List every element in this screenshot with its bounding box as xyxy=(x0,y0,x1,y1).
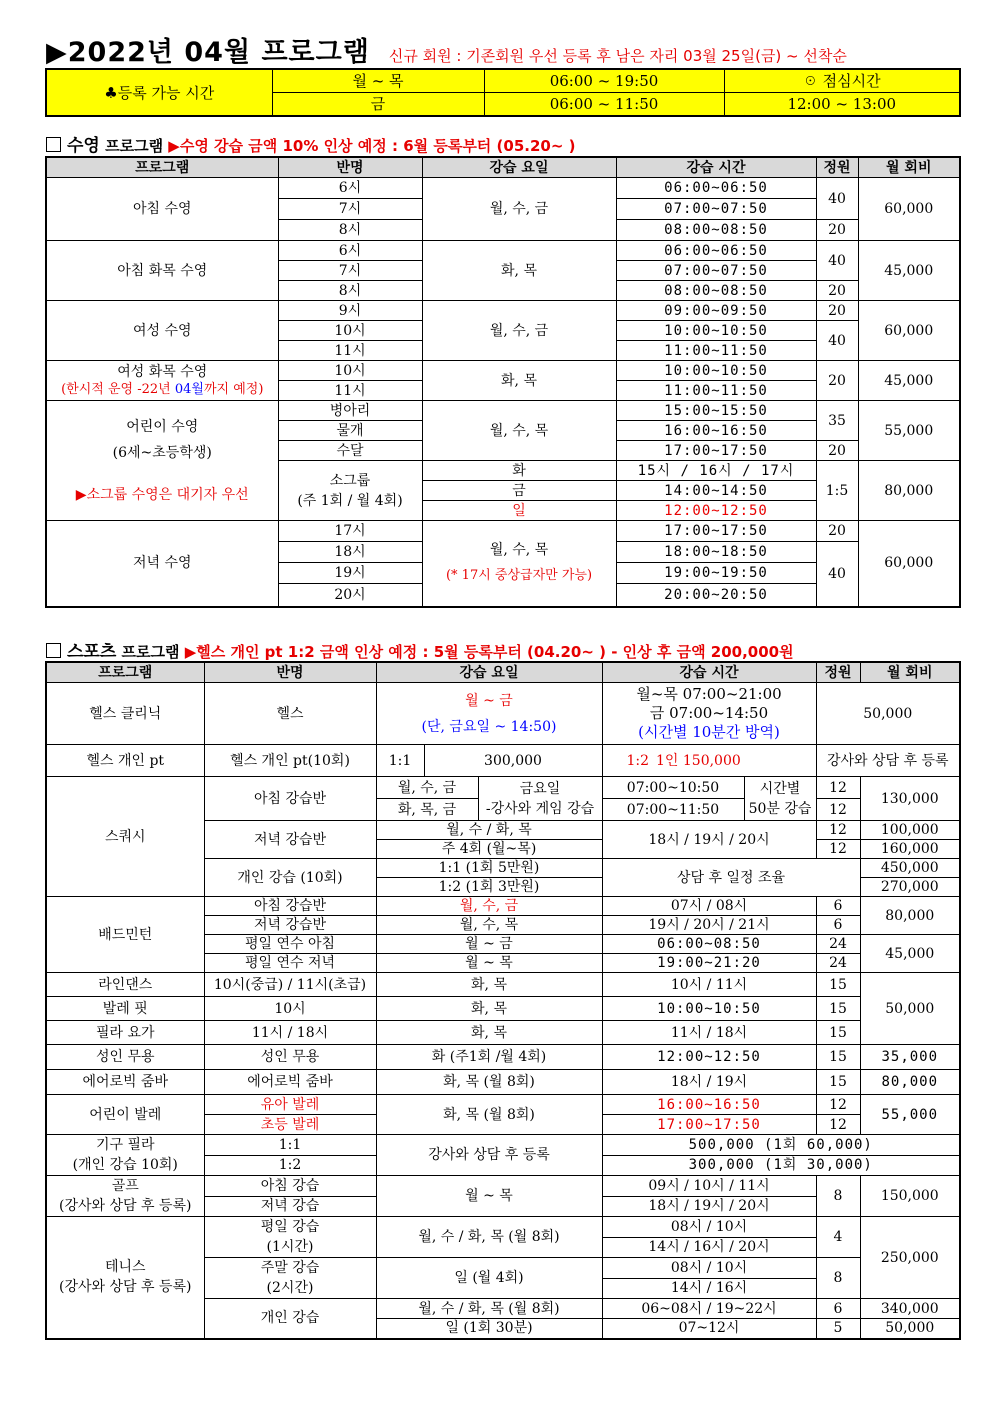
table-row: 여성 화목 수영 (한시적 운영 -22년 04월까지 예정) 10시 화, 목 10:00~10:50 20 45,000 xyxy=(46,361,960,381)
sports-table: 프로그램 반명 강습 요일 강습 시간 정원 월 회비 헬스 클리닉 헬스 월 ~ 금 (단, 금요일 ~ 14:50) 월~목 07:00~21:00 금 07:00~14:50 (시간별 10분간 방역) 50,000 헬스 개인 pt 헬스 개인 pt(10회) 1:1 300,000 1:2 1인 150,000 강사와 상담 후 등록 스쿼시 아침 강습반 월, 수, 금 금요일 -강사와 게임 강습 07:00~10:50 시간별 50분 강습 12 130,000 화, 목, 금 07:00~11:50 12 저녁 강습반 월, 수 / 화, 목 18시 / 19시 / 20시 12 100,000 주 4회 (월~목) 12 160,000 개인 강습 (10회) 1:1 (1회 5만원) 상담 후 일정 조율 450,000 1:2 (1회 3만원) 270,000 배드민턴 아침 강습반 월, 수, 금 07시 / 08시 6 80,000 저녁 강습반 월, 수, 목 19시 / 20시 / 21시 6 평일 연수 아침 월 ~ 금 06:00~08:50 24 45,000 평일 연수 저녁 월 ~ 목 19:00~21:20 24 라인댄스 10시(중급) / 11시(초급) 화, 목 10시 / 11시 15 50,000 발레 핏 10시 화, 목 10:00~10:50 15 필라 요가 11시 / 18시 화, 목 11시 / 18시 15 성인 무용 성인 무용 화 (주1회 /월 4회) 12:00~12:50 15 35,000 에어로빅 줌바 에어로빅 줌바 화, 목 (월 8회) 18시 / 19시 15 80,000 어린이 발레 유아 발레 화, 목 (월 8회) 16:00~16:50 12 55,000 초등 발레 17:00~17:50 12 기구 필라 (개인 강습 10회) 1:1 강사와 상담 후 등록 500,000 (1회 60,000) 1:2 300,000 (1회 30,000) 골프 (강사와 상담 후 등록) 아침 강습 월 ~ 목 09시 / 10시 / 11시 8 150,000 저녁 강습 18시 / 19시 / 20시 테니스 (강사와 상담 후 등록) 평일 강습 (1시간) 월, 수 / 화, 목 (월 8회) 08시 / 10시 4 250,000 14시 / 16시 / 20시 주말 강습 (2시간) 일 (월 4회) 08시 / 10시 8 14시 / 16시 개인 강습 월, 수 / 화, 목 (월 8회) 06~08시 / 19~22시 6 340,000 일 (1회 30분) 07~12시 5 50,000 xyxy=(45,661,961,1340)
table-row: 아침 화목 수영 6시 화, 목 06:00~06:50 40 45,000 xyxy=(46,241,960,261)
registration-label: ♣등록 가능 시간 xyxy=(46,69,272,116)
checkbox-icon xyxy=(46,643,61,658)
table-row: 필라 요가 11시 / 18시 화, 목 11시 / 18시 15 xyxy=(46,1021,960,1045)
table-row: 발레 핏 10시 화, 목 10:00~10:50 15 xyxy=(46,997,960,1021)
page-title: ▶2022년 04월 프로그램 xyxy=(46,37,370,68)
swim-table: 프로그램 반명 강습 요일 강습 시간 정원 월 회비 아침 수영 6시 월, 수, 금 06:00~06:50 40 60,000 7시 07:00~07:50 8시 08:00~08:50 20 아침 화목 수영 6시 화, 목 06:00~06:50 40 45,000 7시 07:00~07:50 8시 08:00~08:50 20 여성 수영 9시 월, 수, 금 09:00~09:50 20 60,000 10시 10:00~10:50 40 11시 11:00~11:50 여성 화목 수영 (한시적 운영 -22년 04월까지 예정) 10시 화, 목 10:00~10:50 20 45,000 11시 11:00~11:50 어린이 수영 (6세~초등학생) ▶소그룹 수영은 대기자 우선 병아리 월, 수, 목 15:00~15:50 35 55,000 물개 16:00~16:50 수달 17:00~17:50 20 소그룹 (주 1회 / 월 4회) 화 15시 / 16시 / 17시 1:5 80,000 금 14:00~14:50 일 12:00~12:50 저녁 수영 17시 월, 수, 목 (* 17시 중상급자만 가능) 17:00~17:50 20 60,000 18시 18:00~18:50 40 19시 19:00~19:50 20시 20:00~20:50 xyxy=(45,156,961,608)
lunch-label: ☉ 점심시간 xyxy=(724,69,960,93)
table-row: 어린이 수영 (6세~초등학생) ▶소그룹 수영은 대기자 우선 병아리 월, 수, 목 15:00~15:50 35 55,000 xyxy=(46,401,960,421)
lunch-time: 12:00 ~ 13:00 xyxy=(724,93,960,117)
sports-notice: ▶헬스 개인 pt 1:2 금액 인상 예정 : 5월 등록부터 (04.20~ ) - 인상 후 금액 200,000원 xyxy=(184,643,794,661)
swim-section-title: 수영 프로그램 ▶수영 강습 금액 10% 인상 예정 : 6월 등록부터 (05.20~ ) xyxy=(46,131,575,156)
reg-days: 금 xyxy=(272,93,484,117)
table-row: 헬스 클리닉 헬스 월 ~ 금 (단, 금요일 ~ 14:50) 월~목 07:00~21:00 금 07:00~14:50 (시간별 10분간 방역) 50,000 xyxy=(46,683,960,745)
table-row: 여성 수영 9시 월, 수, 금 09:00~09:50 20 60,000 xyxy=(46,301,960,321)
table-row: 스쿼시 아침 강습반 월, 수, 금 금요일 -강사와 게임 강습 07:00~10:50 시간별 50분 강습 12 130,000 xyxy=(46,777,960,799)
table-header-row: 프로그램 반명 강습 요일 강습 시간 정원 월 회비 xyxy=(46,157,960,178)
table-row: 라인댄스 10시(중급) / 11시(초급) 화, 목 10시 / 11시 15 50,000 xyxy=(46,973,960,997)
reg-time: 06:00 ~ 19:50 xyxy=(484,69,724,93)
table-row: 아침 수영 6시 월, 수, 금 06:00~06:50 40 60,000 xyxy=(46,178,960,199)
table-header-row: 프로그램 반명 강습 요일 강습 시간 정원 월 회비 xyxy=(46,662,960,683)
reg-time: 06:00 ~ 11:50 xyxy=(484,93,724,117)
table-row: 성인 무용 성인 무용 화 (주1회 /월 4회) 12:00~12:50 15 35,000 xyxy=(46,1045,960,1070)
table-row: 헬스 개인 pt 헬스 개인 pt(10회) 1:1 300,000 1:2 1인 150,000 강사와 상담 후 등록 xyxy=(46,745,960,777)
registration-note: 신규 회원 : 기존회원 우선 등록 후 남은 자리 03월 25일(금) ~ 선착순 xyxy=(388,47,847,65)
table-row: 골프 (강사와 상담 후 등록) 아침 강습 월 ~ 목 09시 / 10시 / 11시 8 150,000 xyxy=(46,1176,960,1197)
reg-days: 월 ~ 목 xyxy=(272,69,484,93)
table-row: 에어로빅 줌바 에어로빅 줌바 화, 목 (월 8회) 18시 / 19시 15 80,000 xyxy=(46,1070,960,1095)
swim-notice: ▶수영 강습 금액 10% 인상 예정 : 6월 등록부터 (05.20~ ) xyxy=(168,137,576,155)
table-row: 어린이 발레 유아 발레 화, 목 (월 8회) 16:00~16:50 12 55,000 xyxy=(46,1095,960,1115)
checkbox-icon xyxy=(46,137,61,152)
table-row: 기구 필라 (개인 강습 10회) 1:1 강사와 상담 후 등록 500,000 (1회 60,000) xyxy=(46,1135,960,1156)
table-row: 배드민턴 아침 강습반 월, 수, 금 07시 / 08시 6 80,000 xyxy=(46,897,960,916)
registration-hours-table xyxy=(45,68,961,117)
table-row: 테니스 (강사와 상담 후 등록) 평일 강습 (1시간) 월, 수 / 화, 목 (월 8회) 08시 / 10시 4 250,000 xyxy=(46,1217,960,1238)
women-tt-note: (한시적 운영 -22년 04월까지 예정) xyxy=(61,381,264,397)
page-header xyxy=(46,30,958,66)
table-row: 저녁 수영 17시 월, 수, 목 (* 17시 중상급자만 가능) 17:00~17:50 20 60,000 xyxy=(46,521,960,542)
sports-section-title: 스포츠 프로그램 ▶헬스 개인 pt 1:2 금액 인상 예정 : 5월 등록부터 (04.20~ ) - 인상 후 금액 200,000원 xyxy=(46,637,794,662)
